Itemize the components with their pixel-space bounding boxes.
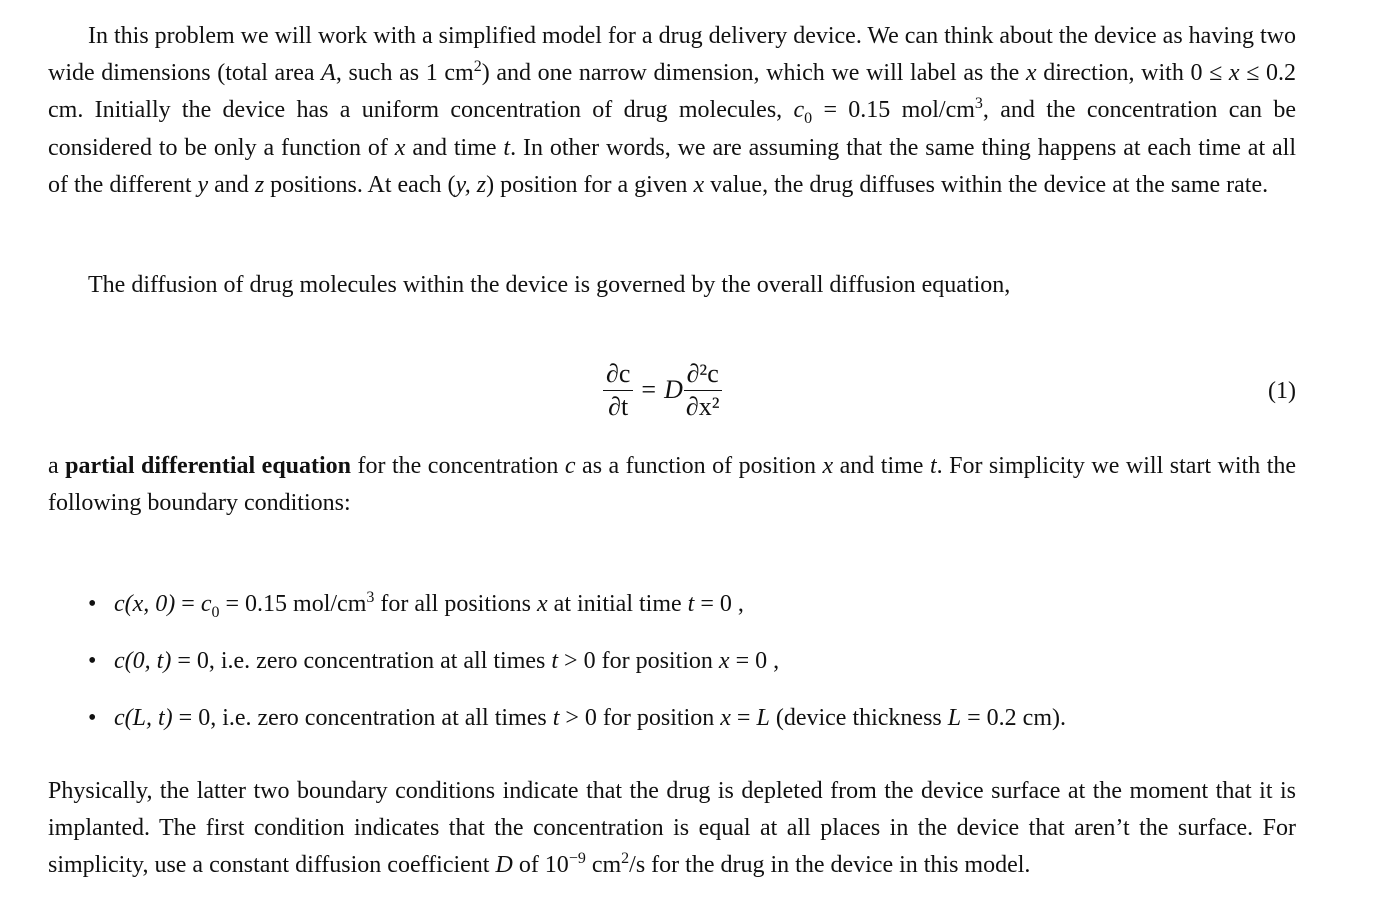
text-run: . In other words, we are assuming that the same thing happens at each time at all of the different [48,134,1297,198]
text-run: /s for the drug in the device in this model. [629,852,1031,879]
paragraph-pde [48,448,1296,522]
text-run: value, the drug diffuses within the device at the same rate. [704,171,1269,198]
text-run: a [48,453,66,479]
text-run: = [730,705,757,731]
text-run: as a function of position [575,453,823,479]
text-run: and time [833,453,930,479]
math-var: x [394,134,406,161]
text-run: and [208,171,255,198]
text-run: for the concentration [351,453,565,479]
math-var: y, z [455,171,487,198]
rhs-numerator: ∂²c [684,358,722,391]
math-var: c [564,453,576,479]
math-var: x [693,171,705,198]
text-run: at initial time [547,591,688,617]
text-run: . For simplicity we will start with the following boundary conditions: [48,453,1297,517]
text-run: ) and one narrow dimension, which we will label as the [481,60,1026,87]
list-item [88,641,1296,698]
lhs-denominator: ∂t [608,391,629,421]
text-run: and time [405,134,504,161]
text-run: > 0 for position [559,705,721,731]
text-run: = 0.2 cm). [961,705,1066,731]
superscript: 2 [473,58,482,76]
math-expr: c(x, 0) [114,591,176,617]
text-run: = 0.15 mol/cm [219,591,367,617]
text-run: cm [585,852,622,879]
text-run: Physically, the latter two boundary conditions indicate that the drug is depleted from the device surface at the moment that it is implanted. The first condition indicates that the concentration is equal at all places in the device that aren’t the surface. For simplicity, use a constant diffusion coefficient [48,778,1296,879]
text-run: = 0, i.e. zero concentration at all times [172,705,553,731]
rhs-fraction [683,358,723,423]
math-var: y [197,171,209,198]
bullet-icon: • [88,648,97,674]
text-run: positions. At each ( [264,171,456,198]
text-run: , and the concentration can be considered to be only a function of [48,97,1296,161]
diffusion-coefficient: D [664,375,683,404]
bullet-icon: • [88,591,97,617]
math-var: A [321,60,336,87]
math-var: t [551,648,559,674]
list-item [88,698,1296,755]
paragraph-diffusion-intro: The diffusion of drug molecules within the device is governed by the overall diffusion equation, [88,272,1011,298]
math-var: c [200,591,212,617]
bold-term: partial differential equation [65,453,352,479]
text-run: = 0 , [694,591,744,617]
superscript: −9 [568,850,586,868]
superscript: 2 [621,850,630,868]
text-run: > 0 for position [558,648,719,674]
list-item [88,584,1296,641]
text-run: = 0.15 mol/cm [812,97,975,124]
text-run: = [175,591,201,617]
text-run: (device thickness [769,705,948,731]
math-var: c [793,97,805,124]
lhs-numerator: ∂c [603,358,633,391]
bullet-icon: • [88,705,97,731]
subscript: 0 [211,603,220,621]
math-var: t [687,591,695,617]
text-run: In this problem we will work with a simplified model for a drug delivery device. We can think about the device as having two wide dimensions (total area [48,23,1296,87]
math-var: x [822,453,834,479]
math-var: x [1025,60,1037,87]
diffusion-equation [48,348,1296,432]
text-run: ≤ 0.2 cm. Initially the device has a uniform concentration of drug molecules, [48,60,1297,124]
math-expr: c(0, t) [114,648,172,674]
rhs-denominator: ∂x² [685,391,720,421]
math-var: t [552,705,560,731]
boundary-conditions-list [88,584,1296,755]
paragraph-physical-meaning [48,773,1296,885]
lhs-fraction [603,358,633,423]
math-var: t [503,134,511,161]
text-run: of 10 [512,852,569,879]
math-var: t [929,453,937,479]
math-expr: c(L, t) [114,705,173,731]
math-var: L [756,705,770,731]
math-var: x [720,705,731,731]
text-run: for all positions [374,591,538,617]
text-run: direction, with 0 ≤ [1036,60,1229,87]
math-var: x [537,591,548,617]
math-var: L [947,705,962,731]
paragraph-intro [48,18,1296,204]
equals-sign: = [641,375,657,404]
text-run: , such as 1 cm [335,60,474,87]
math-var: x [1228,60,1240,87]
math-var: x [718,648,730,674]
text-run: = 0, i.e. zero concentration at all times [171,648,552,674]
subscript: 0 [804,110,813,128]
math-var: z [254,171,265,198]
equation-body [603,348,723,432]
equation-number: (1) [1268,378,1296,404]
text-run: ) position for a given [486,171,694,198]
math-var: D [495,852,513,879]
superscript: 3 [974,95,983,113]
superscript: 3 [366,589,375,606]
text-run: = 0 , [729,648,780,674]
